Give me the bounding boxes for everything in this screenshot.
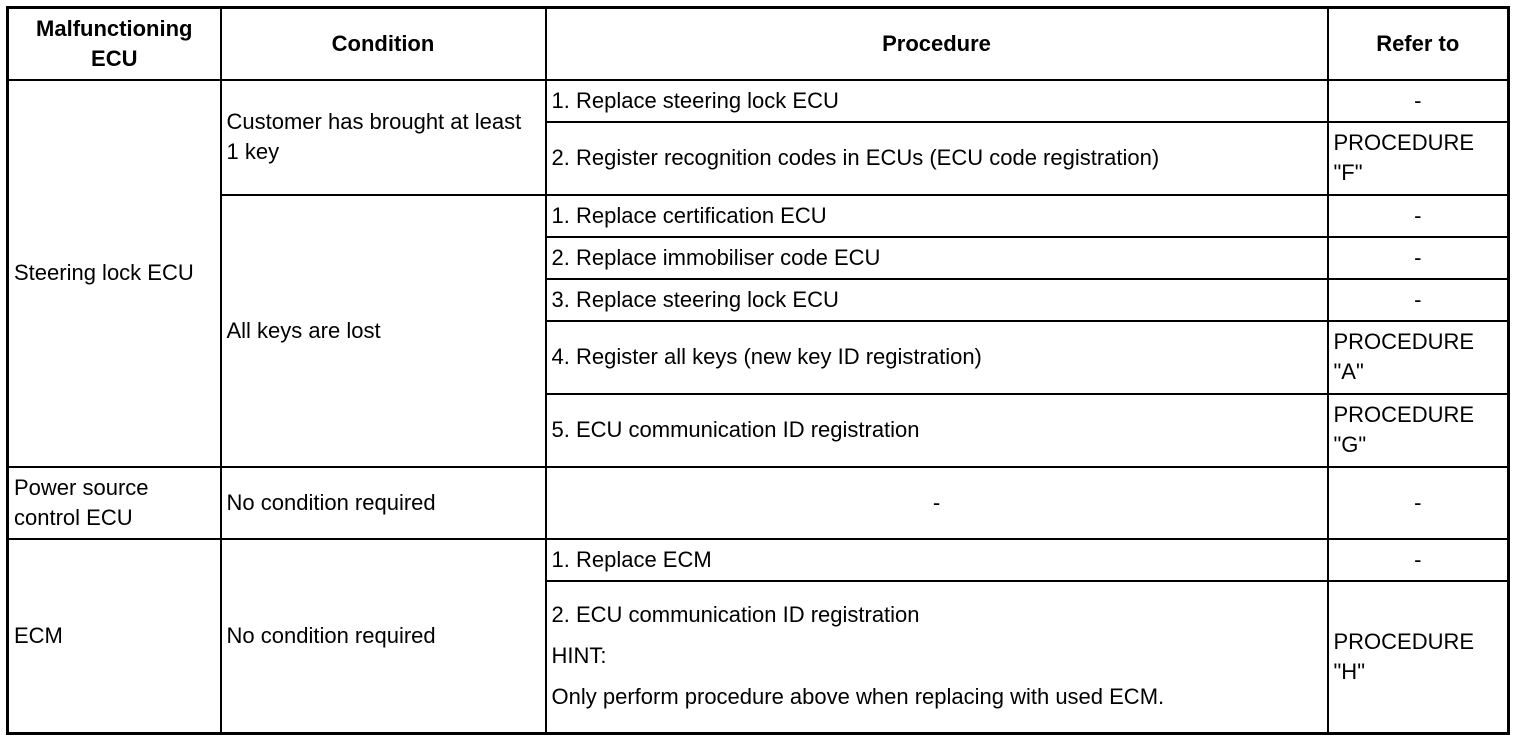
procedure-none: - bbox=[546, 467, 1328, 539]
header-procedure: Procedure bbox=[546, 8, 1328, 80]
table-row bbox=[8, 467, 1509, 539]
header-malfunctioning-ecu: Malfunctioning ECU bbox=[8, 8, 221, 80]
condition-none: No condition required bbox=[221, 539, 546, 734]
header-refer-to: Refer to bbox=[1328, 8, 1509, 80]
refer-procedure-h: PROCEDURE "H" bbox=[1328, 581, 1509, 734]
refer-value: - bbox=[1328, 80, 1509, 122]
refer-value: - bbox=[1328, 237, 1509, 279]
refer-value: - bbox=[1328, 279, 1509, 321]
table-row bbox=[8, 80, 1509, 122]
refer-procedure-g: PROCEDURE "G" bbox=[1328, 394, 1509, 467]
procedure-step: 2. ECU communication ID registration bbox=[551, 601, 920, 627]
procedure-step-with-hint bbox=[546, 581, 1328, 734]
procedure-step: 1. Replace ECM bbox=[546, 539, 1328, 581]
ecu-procedure-table bbox=[6, 6, 1510, 735]
procedure-step: 2. Replace immobiliser code ECU bbox=[546, 237, 1328, 279]
hint-label: HINT: bbox=[551, 642, 607, 668]
ecu-steering-lock: Steering lock ECU bbox=[8, 80, 221, 467]
table-row bbox=[8, 195, 1509, 237]
procedure-step: 1. Replace certification ECU bbox=[546, 195, 1328, 237]
table-row bbox=[8, 539, 1509, 581]
ecu-ecm: ECM bbox=[8, 539, 221, 734]
refer-value: - bbox=[1328, 539, 1509, 581]
refer-value: - bbox=[1328, 195, 1509, 237]
procedure-step: 3. Replace steering lock ECU bbox=[546, 279, 1328, 321]
condition-all-keys-lost: All keys are lost bbox=[221, 195, 546, 467]
hint-text: Only perform procedure above when replacing with used ECM. bbox=[551, 683, 1165, 709]
procedure-step: 4. Register all keys (new key ID registration) bbox=[546, 321, 1328, 394]
header-row bbox=[8, 8, 1509, 80]
procedure-step: 5. ECU communication ID registration bbox=[546, 394, 1328, 467]
procedure-step: 2. Register recognition codes in ECUs (ECU code registration) bbox=[546, 122, 1328, 195]
refer-procedure-a: PROCEDURE "A" bbox=[1328, 321, 1509, 394]
condition-at-least-one-key: Customer has brought at least 1 key bbox=[221, 80, 546, 195]
refer-value: - bbox=[1328, 467, 1509, 539]
condition-none: No condition required bbox=[221, 467, 546, 539]
header-condition: Condition bbox=[221, 8, 546, 80]
ecu-power-source-control: Power source control ECU bbox=[8, 467, 221, 539]
procedure-step: 1. Replace steering lock ECU bbox=[546, 80, 1328, 122]
refer-procedure-f: PROCEDURE "F" bbox=[1328, 122, 1509, 195]
